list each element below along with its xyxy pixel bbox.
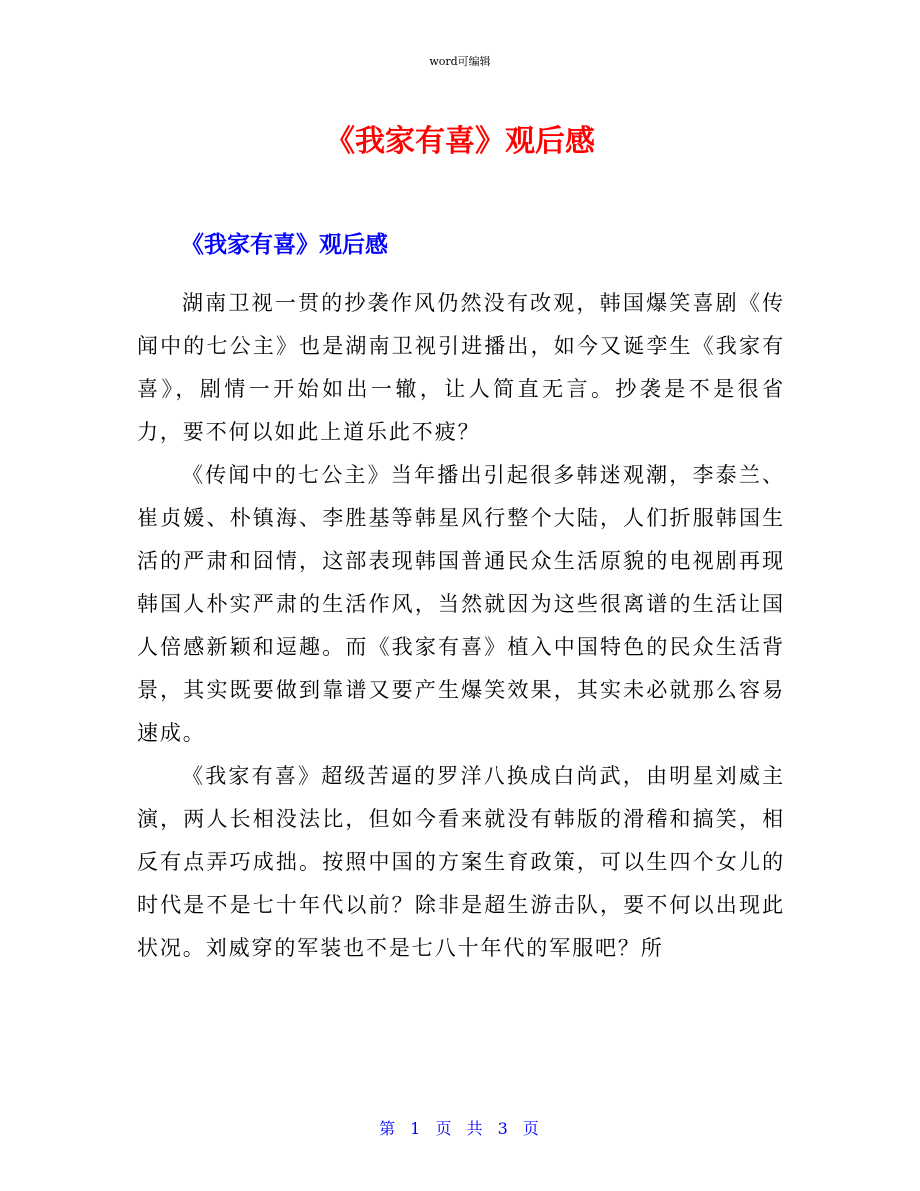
paragraph-2: 《传闻中的七公主》当年播出引起很多韩迷观潮，李泰兰、崔贞媛、朴镇海、李胜基等韩星风行整个大陆，人们折服韩国生活的严肃和囧情，这部表现韩国普通民众生活原貌的电视剧再现韩国人朴实严肃的生活作风，当然就因为这些很离谱的生活让国人倍感新颖和逗趣。而《我家有喜》植入中国特色的民众生活背景，其实既要做到靠谱又要产生爆笑效果，其实未必就那么容易速成。 (137, 463, 785, 745)
document-subtitle: 《我家有喜》观后感 (181, 232, 388, 258)
paragraph-1: 湖南卫视一贯的抄袭作风仍然没有改观，韩国爆笑喜剧《传闻中的七公主》也是湖南卫视引进播出，如今又诞孪生《我家有喜》，剧情一开始如出一辙，让人简直无言。抄袭是不是很省力，要不何以如此上道乐此不疲？ (137, 291, 785, 444)
paragraph-3: 《我家有喜》超级苦逼的罗洋八换成白尚武，由明星刘威主演，两人长相没法比，但如今看来就没有韩版的滑稽和搞笑，相反有点弄巧成拙。按照中国的方案生育政策，可以生四个女儿的时代是不是七十年代以前？除非是超生游击队，要不何以出现此状况。刘威穿的军装也不是七八十年代的军服吧？所 (137, 764, 785, 960)
document-body (137, 282, 785, 970)
page-header: word可编辑 (429, 55, 491, 68)
page-number-footer: 第 1 页 共 3 页 (379, 1119, 541, 1138)
document-title: 《我家有喜》观后感 (325, 124, 595, 159)
